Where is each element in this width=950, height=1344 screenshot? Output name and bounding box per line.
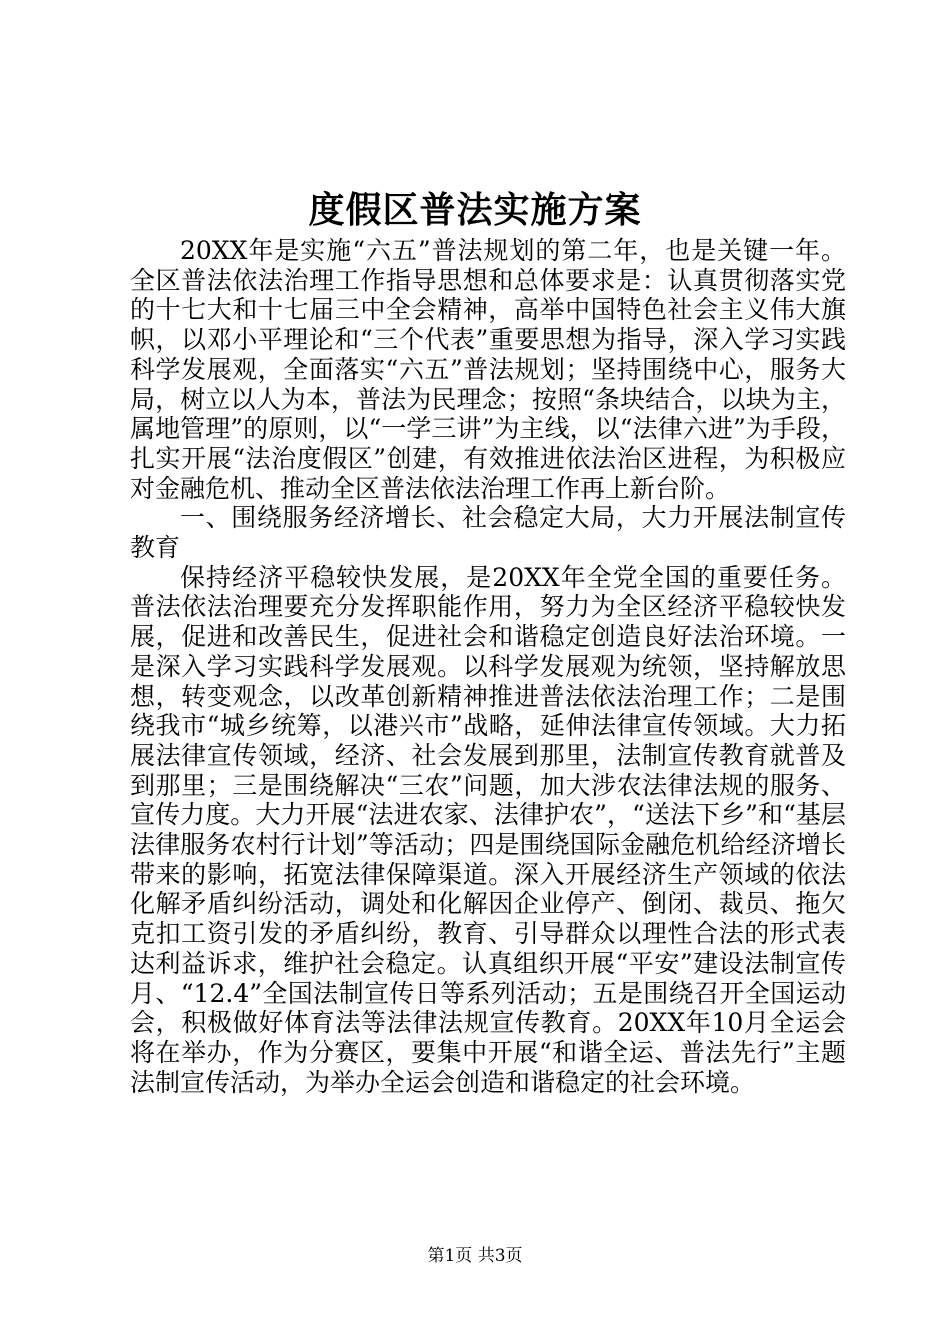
paragraph-section-1: 保持经济平稳较快发展，是20XX年全党全国的重要任务。普法依法治理要充分发挥职能作用，努力为全区经济平稳较快发展，促进和改善民生，促进社会和谐稳定创造良好法治环境。一是深入学习实践科学发展观。以科学发展观为统领，坚持解放思想，转变观念，以改革创新精神推进普法依法治理工作；二是围绕我市“城乡统筹，以港兴市”战略，延伸法律宣传领域。大力拓展法律宣传领域，经济、社会发展到那里，法制宣传教育就普及到那里；三是围绕解决“三农”问题，加大涉农法律法规的服务、宣传力度。大力开展“法进农家、法律护农”，“送法下乡”和“基层法律服务农村行计划”等活动；四是围绕国际金融危机给经济增长带来的影响，拓宽法律保障渠道。深入开展经济生产领域的依法化解矛盾纠纷活动，调处和化解因企业停产、倒闭、裁员、拖欠克扣工资引发的矛盾纠纷，教育、引导群众以理性合法的形式表达利益诉求，维护社会稳定。认真组织开展“平安”建设法制宣传月、“12.4”全国法制宣传日等系列活动；五是围绕召开全国运动会，积极做好体育法等法律法规宣传教育。20XX年10月全运会将在举办，作为分赛区，要集中开展“和谐全运、普法先行”主题法制宣传活动，为举办全运会创造和谐稳定的社会环境。	[130, 562, 846, 1097]
section-heading-1: 一、围绕服务经济增长、社会稳定大局，大力开展法制宣传教育	[130, 503, 846, 563]
document-title: 度假区普法实施方案	[308, 189, 642, 231]
page-number-footer: 第1页 共3页	[427, 1246, 523, 1266]
document-body	[130, 236, 846, 1097]
paragraph-intro: 20XX年是实施“六五”普法规划的第二年，也是关键一年。全区普法依法治理工作指导思想和总体要求是：认真贯彻落实党的十七大和十七届三中全会精神，高举中国特色社会主义伟大旗帜，以邓小平理论和“三个代表”重要思想为指导，深入学习实践科学发展观，全面落实“六五”普法规划；坚持围绕中心，服务大局，树立以人为本，普法为民理念；按照“条块结合，以块为主，属地管理”的原则，以“一学三讲”为主线，以“法律六进”为手段，扎实开展“法治度假区”创建，有效推进依法治区进程，为积极应对金融危机、推动全区普法依法治理工作再上新台阶。	[130, 236, 846, 503]
